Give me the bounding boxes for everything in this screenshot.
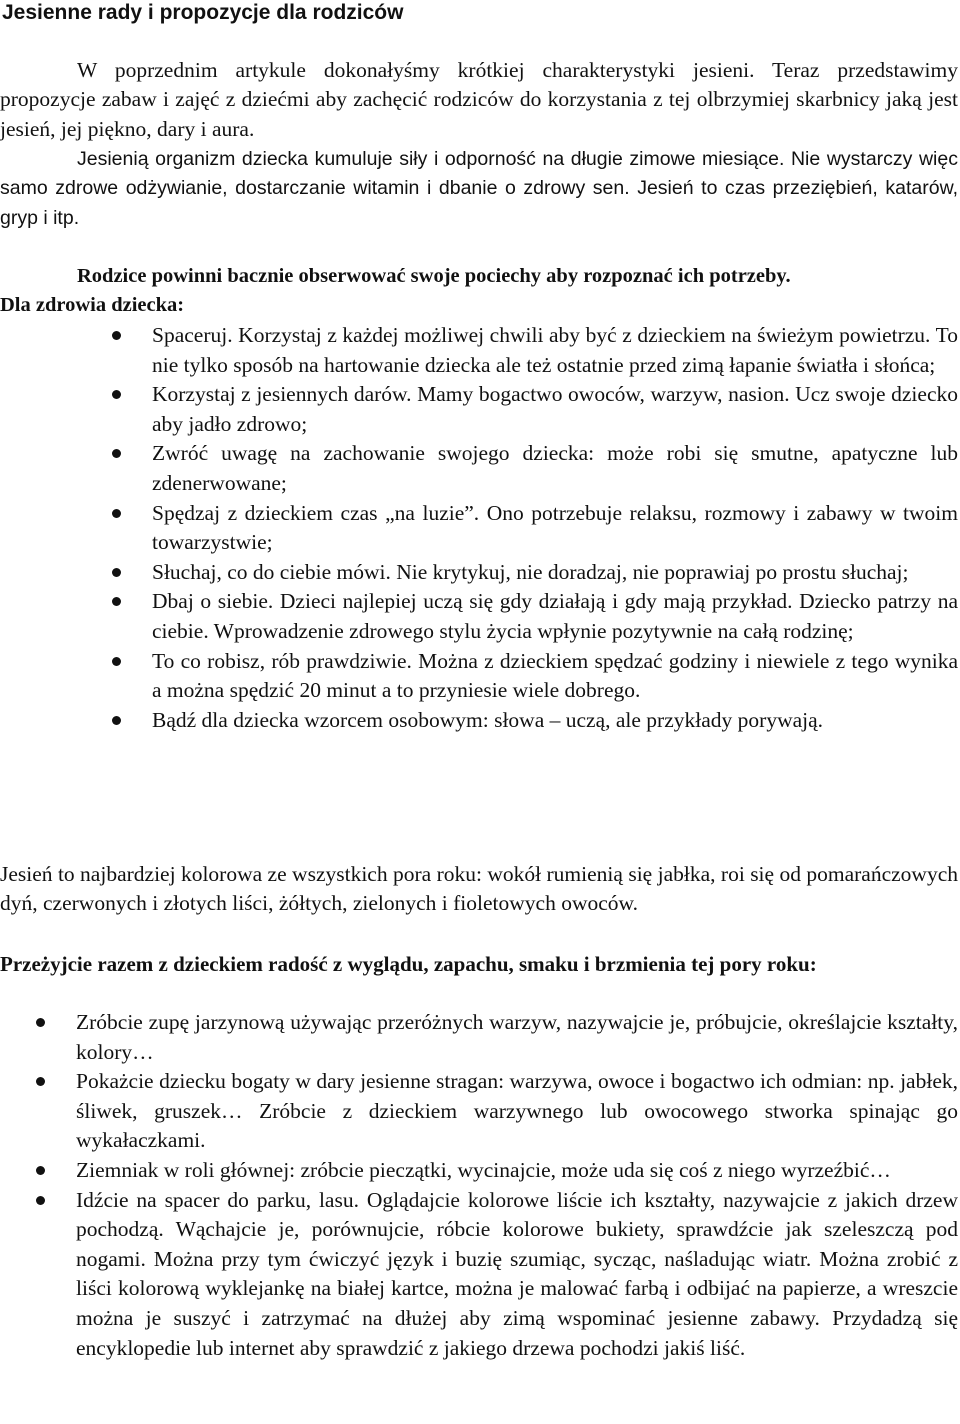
- bullet-icon: [36, 1008, 45, 1038]
- bullet-icon: [112, 321, 121, 351]
- bullet-icon: [36, 1067, 45, 1097]
- list-item: Ziemniak w roli głównej: zróbcie pieczątki, wycinajcie, może uda się coś z niego wyrzeźbić…: [76, 1156, 958, 1186]
- list-item: Zwróć uwagę na zachowanie swojego dziecka: może robi się smutne, apatyczne lub zdenerwowane;: [152, 439, 958, 498]
- bullet-icon: [36, 1186, 45, 1216]
- health-tips-list: [152, 321, 958, 735]
- bullet-icon: [112, 499, 121, 529]
- bullet-icon: [36, 1156, 45, 1186]
- bullet-icon: [112, 439, 121, 469]
- list-item: Spędzaj z dzieckiem czas „na luzie”. Ono potrzebuje relaksu, rozmowy i zabawy w twoim towarzystwie;: [152, 499, 958, 558]
- list-item: Zróbcie zupę jarzynową używając przeróżnych warzyw, nazywajcie je, próbujcie, określajcie kształty, kolory…: [76, 1008, 958, 1067]
- list-item: Dbaj o siebie. Dzieci najlepiej uczą się gdy działają i gdy mają przykład. Dziecko patrzy na ciebie. Wprowadzenie zdrowego stylu życia wpłynie pozytywnie na całą rodzinę;: [152, 587, 958, 646]
- bullet-icon: [112, 706, 121, 736]
- bullet-icon: [112, 647, 121, 677]
- bullet-icon: [112, 558, 121, 588]
- experience-list: [76, 1008, 958, 1363]
- list-item: Spaceruj. Korzystaj z każdej możliwej chwili aby być z dzieckiem na świeżym powietrzu. To nie tylko sposób na hartowanie dziecka ale też ostatnie przed zimą łapanie światła i słońca;: [152, 321, 958, 380]
- autumn-colors-paragraph: Jesień to najbardziej kolorowa ze wszystkich pora roku: wokół rumienią się jabłka, roi się od pomarańczowych dyń, czerwonych i złotych liści, żółtych, zielonych i fioletowych owoców.: [0, 862, 958, 916]
- observe-heading: Rodzice powinni bacznie obserwować swoje pociechy aby rozpoznać ich potrzeby.: [77, 265, 791, 287]
- bullet-icon: [112, 380, 121, 410]
- bullet-icon: [112, 587, 121, 617]
- list-item: Bądź dla dziecka wzorcem osobowym: słowa – uczą, ale przykłady porywają.: [152, 706, 958, 736]
- health-list-heading: Dla zdrowia dziecka:: [0, 294, 185, 316]
- list-item: Słuchaj, co do ciebie mówi. Nie krytykuj, nie doradzaj, nie poprawiaj po prostu słuchaj;: [152, 558, 958, 588]
- intro-paragraph: W poprzednim artykule dokonałyśmy krótkiej charakterystyki jesieni. Teraz przedstawimy propozycje zabaw i zajęć z dziećmi aby zachęcić rodziców do korzystania z tej olbrzymiej skarbnicy jaką jest jesień, jej piękno, dary i aura.: [0, 58, 958, 141]
- list-item: Korzystaj z jesiennych darów. Mamy bogactwo owoców, warzyw, nasion. Ucz swoje dziecko aby jadło zdrowo;: [152, 380, 958, 439]
- health-paragraph: Jesienią organizm dziecka kumuluje siły i odporność na długie zimowe miesiące. Nie wystarczy więc samo zdrowe odżywianie, dostarczanie witamin i dbanie o zdrowy sen. Jesień to czas przeziębień, katarów, gryp i itp.: [0, 148, 958, 229]
- experience-heading: Przeżyjcie razem z dzieckiem radość z wyglądu, zapachu, smaku i brzmienia tej pory roku:: [0, 952, 817, 976]
- list-item: To co robisz, rób prawdziwie. Można z dzieckiem spędzać godziny i niewiele z tego wynika a można spędzić 20 minut a to przyniesie wiele dobrego.: [152, 647, 958, 706]
- document-title: Jesienne rady i propozycje dla rodziców: [2, 1, 404, 24]
- list-item: Idźcie na spacer do parku, lasu. Oglądajcie kolorowe liście ich kształty, nazywajcie z jakich drzew pochodzą. Wąchajcie je, porównujcie, róbcie kolorowe bukiety, sprawdźcie jak szeleszczą pod nogami. Można przy tym ćwiczyć język i buzię szumiąc, sycząc, naśladując wiatr. Można zrobić z liści kolorową wyklejankę na białej kartce, można je malować farbą i odbijać na papierze, a wreszcie można je suszyć i zatrzymać na dłużej aby zimą wspominać jesienne zabawy. Przydadzą się encyklopedie lub internet aby sprawdzić z jakiego drzewa pochodzi jakiś liść.: [76, 1186, 958, 1364]
- list-item: Pokażcie dziecku bogaty w dary jesienne stragan: warzywa, owoce i bogactwo ich odmian: np. jabłek, śliwek, gruszek… Zróbcie z dzieckiem warzywnego lub owocowego stworka spinając go wykałaczkami.: [76, 1067, 958, 1156]
